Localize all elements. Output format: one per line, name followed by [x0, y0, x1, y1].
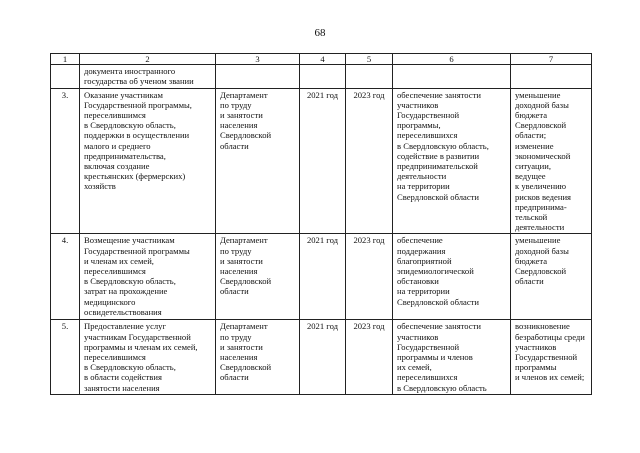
- expected-result: [393, 65, 511, 88]
- table-row: [51, 320, 592, 395]
- responsible-executor: [216, 65, 300, 88]
- risks: уменьшение доходной базы бюджета Свердловской области: [511, 234, 592, 320]
- table-row: [51, 88, 592, 234]
- risks: [511, 65, 592, 88]
- risks: уменьшение доходной базы бюджета Свердловской области; изменение экономической ситуации, ведущее к увеличению рисков ведения предпринима- тельской деятельности: [511, 88, 592, 234]
- end-year: 2023 год: [346, 88, 393, 234]
- header-col-6: 6: [393, 54, 511, 65]
- table-row: [51, 65, 592, 88]
- measures-table: [50, 53, 592, 395]
- header-row: [51, 54, 592, 65]
- row-number: 4.: [51, 234, 80, 320]
- header-col-2: 2: [80, 54, 216, 65]
- measure-name: Предоставление услуг участникам Государственной программы и членам их семей, переселившимся в Свердловскую область, в области содействия занятости населения: [80, 320, 216, 395]
- end-year: [346, 65, 393, 88]
- end-year: 2023 год: [346, 320, 393, 395]
- responsible-executor: Департамент по труду и занятости населения Свердловской области: [216, 88, 300, 234]
- end-year: 2023 год: [346, 234, 393, 320]
- expected-result: обеспечение занятости участников Государственной программы и членов их семей, переселившихся в Свердловскую область: [393, 320, 511, 395]
- start-year: 2021 год: [300, 88, 346, 234]
- measure-name: Оказание участникам Государственной программы, переселившимся в Свердловскую область, поддержки в осуществлении малого и среднего предпринимательства, включая создание крестьянских (фермерских) хозяйств: [80, 88, 216, 234]
- measure-name: Возмещение участникам Государственной программы и членам их семей, переселившимся в Свердловскую область, затрат на прохождение медицинского освидетельствования: [80, 234, 216, 320]
- header-col-4: 4: [300, 54, 346, 65]
- responsible-executor: Департамент по труду и занятости населения Свердловской области: [216, 234, 300, 320]
- table-row: [51, 234, 592, 320]
- start-year: 2021 год: [300, 320, 346, 395]
- header-col-5: 5: [346, 54, 393, 65]
- measure-name: документа иностранного государства об ученом звании: [80, 65, 216, 88]
- start-year: [300, 65, 346, 88]
- risks: возникновение безработицы среди участников Государственной программы и членов их семей;: [511, 320, 592, 395]
- start-year: 2021 год: [300, 234, 346, 320]
- expected-result: обеспечение поддержания благоприятной эпидемиологической обстановки на территории Свердловской области: [393, 234, 511, 320]
- row-number: [51, 65, 80, 88]
- row-number: 5.: [51, 320, 80, 395]
- responsible-executor: Департамент по труду и занятости населения Свердловской области: [216, 320, 300, 395]
- page-number: 68: [314, 27, 326, 39]
- header-col-1: 1: [51, 54, 80, 65]
- header-col-3: 3: [216, 54, 300, 65]
- header-col-7: 7: [511, 54, 592, 65]
- row-number: 3.: [51, 88, 80, 234]
- expected-result: обеспечение занятости участников Государственной программы, переселившихся в Свердловскую область, содействие в развитии предпринимательской деятельности на территории Свердловской области: [393, 88, 511, 234]
